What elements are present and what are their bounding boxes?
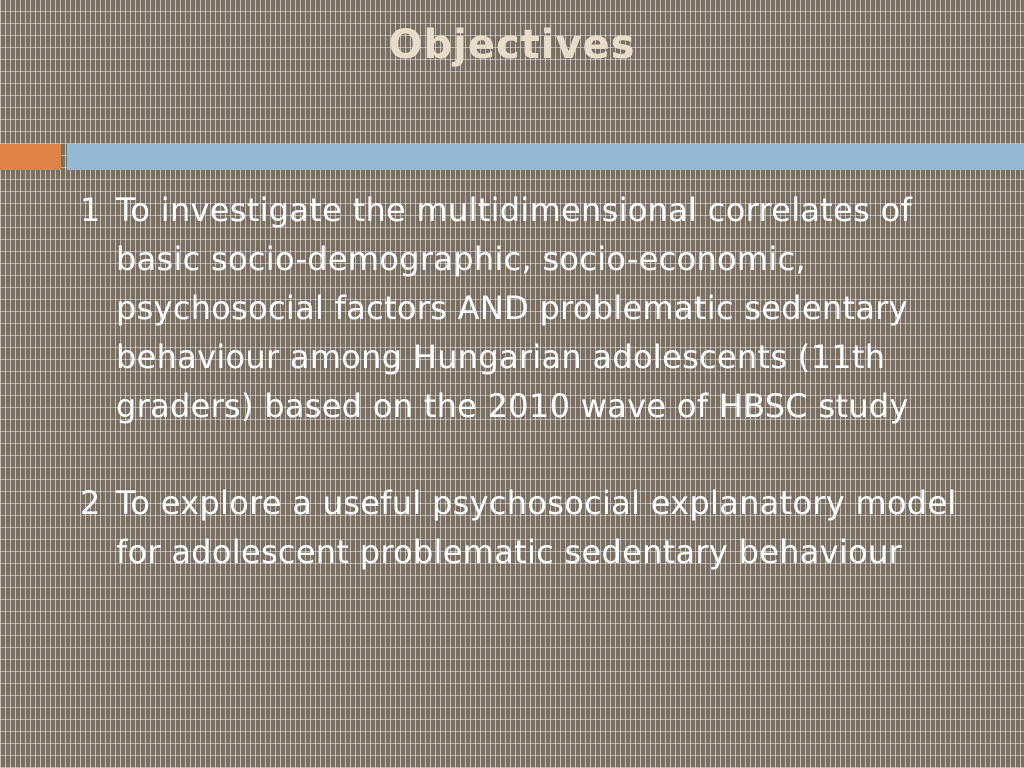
objective-item <box>80 186 980 431</box>
objective-text: To investigate the multidimensional correlates of basic socio-demographic, socio-economic, psychosocial factors AND problematic sedentary behaviour among Hungarian adolescents (11th graders) based on the 2010 wave of HBSC study <box>116 191 913 425</box>
objective-text: To explore a useful psychosocial explanatory model for adolescent problematic sedentary behaviour <box>116 484 957 571</box>
objective-number: 1 <box>80 191 101 229</box>
slide-title: Objectives <box>388 22 636 68</box>
accent-square <box>0 144 61 170</box>
objectives-list <box>80 186 980 577</box>
accent-bar <box>67 144 1024 170</box>
objective-number: 2 <box>80 484 101 522</box>
objective-item <box>80 479 980 577</box>
